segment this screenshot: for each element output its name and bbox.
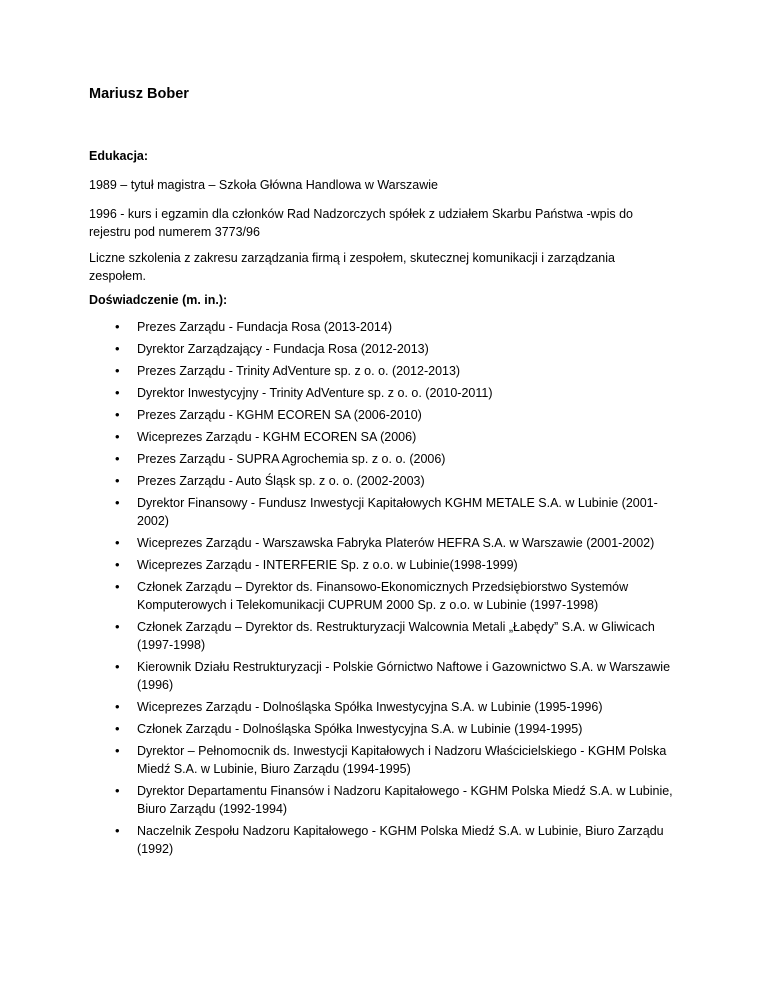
experience-item: • Naczelnik Zespołu Nadzoru Kapitałowego - KGHM Polska Miedź S.A. w Lubinie, Biuro Zarządu (1992) bbox=[89, 822, 689, 858]
experience-item: • Członek Zarządu – Dyrektor ds. Finansowo-Ekonomicznych Przedsiębiorstwo Systemów Komputerowych i Telekomunikacji CUPRUM 2000 Sp. z o.o. w Lubinie (1997-1998) bbox=[89, 578, 689, 614]
education-item: 1996 - kurs i egzamin dla członków Rad Nadzorczych spółek z udziałem Skarbu Państwa -wpis do rejestru pod numerem 3773/96 bbox=[89, 207, 634, 239]
education-item: 1989 – tytuł magistra – Szkoła Główna Handlowa w Warszawie bbox=[89, 178, 438, 192]
experience-item: • Wiceprezes Zarządu - Warszawska Fabryka Platerów HEFRA S.A. w Warszawie (2001-2002) bbox=[89, 534, 689, 552]
experience-item: • Członek Zarządu – Dyrektor ds. Restrukturyzacji Walcownia Metali „Łabędy” S.A. w Gliwicach (1997-1998) bbox=[89, 618, 689, 654]
experience-item: • Dyrektor Zarządzający - Fundacja Rosa (2012-2013) bbox=[89, 340, 689, 358]
experience-item: • Wiceprezes Zarządu - INTERFERIE Sp. z o.o. w Lubinie(1998-1999) bbox=[89, 556, 689, 574]
experience-item: • Prezes Zarządu - Fundacja Rosa (2013-2014) bbox=[89, 318, 689, 336]
education-item: Liczne szkolenia z zakresu zarządzania firmą i zespołem, skutecznej komunikacji i zarządzania zespołem. bbox=[89, 251, 615, 283]
experience-item: • Prezes Zarządu - Trinity AdVenture sp. z o. o. (2012-2013) bbox=[89, 362, 689, 380]
education-heading: Edukacja: bbox=[89, 149, 149, 163]
experience-item: • Dyrektor Inwestycyjny - Trinity AdVenture sp. z o. o. (2010-2011) bbox=[89, 384, 689, 402]
experience-item: • Prezes Zarządu - SUPRA Agrochemia sp. z o. o. (2006) bbox=[89, 450, 689, 468]
experience-item: • Prezes Zarządu - Auto Śląsk sp. z o. o. (2002-2003) bbox=[89, 472, 689, 490]
experience-heading: Doświadczenie (m. in.): bbox=[89, 293, 228, 307]
experience-item: • Dyrektor Finansowy - Fundusz Inwestycji Kapitałowych KGHM METALE S.A. w Lubinie (2001-2002) bbox=[89, 494, 689, 530]
experience-item: • Wiceprezes Zarządu - Dolnośląska Spółka Inwestycyjna S.A. w Lubinie (1995-1996) bbox=[89, 698, 689, 716]
person-name: Mariusz Bober bbox=[89, 86, 189, 102]
experience-item: • Kierownik Działu Restrukturyzacji - Polskie Górnictwo Naftowe i Gazownictwo S.A. w Warszawie (1996) bbox=[89, 658, 689, 694]
experience-item: • Wiceprezes Zarządu - KGHM ECOREN SA (2006) bbox=[89, 428, 689, 446]
experience-list bbox=[89, 318, 689, 862]
experience-item: • Dyrektor – Pełnomocnik ds. Inwestycji Kapitałowych i Nadzoru Właścicielskiego - KGHM Polska Miedź S.A. w Lubinie, Biuro Zarządu (1994-1995) bbox=[89, 742, 689, 778]
experience-item: • Członek Zarządu - Dolnośląska Spółka Inwestycyjna S.A. w Lubinie (1994-1995) bbox=[89, 720, 689, 738]
experience-item: • Dyrektor Departamentu Finansów i Nadzoru Kapitałowego - KGHM Polska Miedź S.A. w Lubinie, Biuro Zarządu (1992-1994) bbox=[89, 782, 689, 818]
experience-item: • Prezes Zarządu - KGHM ECOREN SA (2006-2010) bbox=[89, 406, 689, 424]
